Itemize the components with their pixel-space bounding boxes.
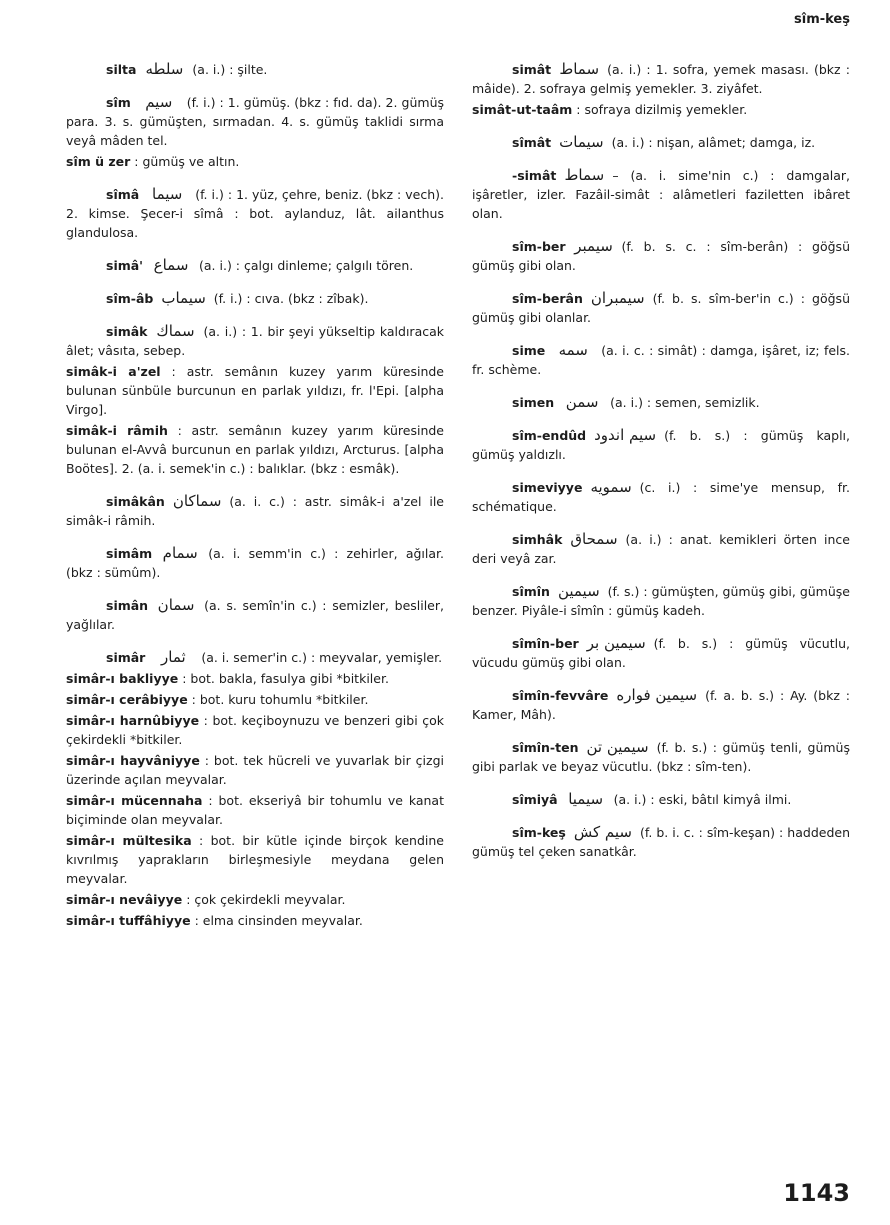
entry-headword: simâr-ı cerâbiyye <box>66 692 188 707</box>
entry-definition: (f. a. b. s.) : Ay. (bkz : Kamer, Mâh). <box>472 688 850 722</box>
entry-headword: simâm <box>106 546 153 561</box>
entry-arabic-script: سيمين فواره <box>616 686 698 704</box>
entry-headword: sîmiyâ <box>512 792 558 807</box>
right-column <box>472 60 850 861</box>
entry-headword: sîmât <box>512 135 552 150</box>
entry-headword: simhâk <box>512 532 563 547</box>
entry-arabic-script: سيمبر <box>574 237 613 255</box>
dictionary-entry <box>66 492 444 530</box>
entry-definition: (a. i.) : 1. sofra, yemek masası. (bkz : mâide). 2. sofraya gelmiş yemekler. 3. ziyâfet. <box>472 62 850 96</box>
entry-headword: sîmâ <box>106 187 140 202</box>
entry-arabic-script: سيم <box>145 93 173 111</box>
entry-arabic-script: سيمات <box>559 133 604 151</box>
entry-definition: : astr. semânın kuzey yarım küresinde bulunan sünbüle burcunun en parlak yıldızı, fr. l'Epi. [alpha Virgo]. <box>66 364 444 417</box>
entry-definition: (a. i. c. : simât) : damga, işâret, iz; fels. fr. schème. <box>472 343 850 377</box>
entry-arabic-script: ثمار <box>161 648 186 666</box>
dictionary-entry <box>472 393 850 412</box>
dictionary-entry <box>472 738 850 776</box>
entry-definition: (f. i.) : 1. yüz, çehre, beniz. (bkz : vech). 2. kimse. Şecer-i sîmâ : bot. aylanduz, lât. ailanthus glandulosa. <box>66 187 444 240</box>
dictionary-entry <box>472 100 850 119</box>
entry-definition: : astr. semânın kuzey yarım küresinde bulunan el-Avvâ burcunun en parlak yıldızı, Arcturus. [alpha Boötes]. 2. (a. i. semek'in c.) : balıklar. (bkz : esmâk). <box>66 423 444 476</box>
entry-definition: (a. i.) : semen, semizlik. <box>610 395 760 410</box>
dictionary-entry <box>472 426 850 464</box>
dictionary-entry <box>66 831 444 888</box>
dictionary-entry <box>66 669 444 688</box>
entry-arabic-script: سماع <box>153 256 189 274</box>
dictionary-entry <box>472 823 850 861</box>
entry-headword: simâr-ı mültesika <box>66 833 192 848</box>
entry-headword: simâ' <box>106 258 144 273</box>
entry-headword: simân <box>106 598 149 613</box>
entry-headword: sîmîn-fevvâre <box>512 688 609 703</box>
entry-headword: sîm-endûd <box>512 428 587 443</box>
entry-definition: : gümüş ve altın. <box>134 154 240 169</box>
entry-arabic-script: سماط <box>564 166 605 184</box>
dictionary-entry <box>66 256 444 275</box>
dictionary-entry <box>66 751 444 789</box>
entry-definition: (a. s. semîn'in c.) : semizler, besliler, yağlılar. <box>66 598 444 632</box>
entry-arabic-script: سمام <box>162 544 198 562</box>
dictionary-entry <box>472 790 850 809</box>
entry-definition: (a. i. c.) : astr. simâk-i a'zel ile simâk-i râmih. <box>66 494 444 528</box>
entry-definition: : bot. bakla, fasulya gibi *bitkiler. <box>182 671 389 686</box>
entry-arabic-script: سيم اندود <box>594 426 657 444</box>
entry-headword: simâk-i a'zel <box>66 364 161 379</box>
dictionary-entry <box>472 582 850 620</box>
dictionary-entry <box>66 690 444 709</box>
entry-arabic-script: سيمين تن <box>586 738 649 756</box>
dictionary-entry <box>66 596 444 634</box>
dictionary-entry <box>472 289 850 327</box>
entry-definition: (f. b. s.) : gümüş vücutlu, vücudu gümüş gibi olan. <box>472 636 850 670</box>
entry-headword: -simât <box>512 168 557 183</box>
entry-definition: : bot. ekseriyâ bir tohumlu ve kanat biçiminde olan meyvalar. <box>66 793 444 827</box>
entry-definition: (f. b. s.) : gümüş kaplı, gümüş yaldızlı. <box>472 428 850 462</box>
entry-arabic-script: سيمين بر <box>586 634 646 652</box>
dictionary-entry <box>472 478 850 516</box>
entry-arabic-script: سمن <box>565 393 599 411</box>
dictionary-entry <box>66 890 444 909</box>
dictionary-entry <box>472 237 850 275</box>
entry-definition: (a. i.) : anat. kemikleri örten ince deri veyâ zar. <box>472 532 850 566</box>
entry-definition: : elma cinsinden meyvalar. <box>194 913 363 928</box>
entry-definition: (c. i.) : sime'ye mensup, fr. schématique. <box>472 480 850 514</box>
entry-headword: sîmîn-ber <box>512 636 579 651</box>
entry-headword: sîm-ber <box>512 239 566 254</box>
entry-definition: (a. i. semm'in c.) : zehirler, ağılar. (bkz : sümûm). <box>66 546 444 580</box>
entry-headword: simâk <box>106 324 148 339</box>
entry-arabic-script: سماكان <box>172 492 222 510</box>
dictionary-entry <box>66 911 444 930</box>
entry-arabic-script: سيم كش <box>573 823 632 841</box>
entry-headword: simâr-ı mücennaha <box>66 793 203 808</box>
entry-arabic-script: سيمين <box>557 582 600 600</box>
dictionary-entry <box>472 60 850 98</box>
entry-headword: simât <box>512 62 552 77</box>
entry-definition: : bot. bir kütle içinde birçok kendine kıvrılmış yaprakların birleşmesiyle meydana gelen meyvalar. <box>66 833 444 886</box>
dictionary-entry <box>66 152 444 171</box>
entry-arabic-script: سمحاق <box>570 530 618 548</box>
entry-definition: (f. b. i. c. : sîm-keşan) : haddeden gümüş tel çeken sanatkâr. <box>472 825 850 859</box>
entry-headword: silta <box>106 62 137 77</box>
entry-headword: simâr <box>106 650 146 665</box>
dictionary-entry <box>472 166 850 223</box>
dictionary-entry <box>472 634 850 672</box>
dictionary-entry <box>66 362 444 419</box>
entry-arabic-script: سماك <box>156 322 195 340</box>
dictionary-entry <box>66 185 444 242</box>
entry-headword: sîm-berân <box>512 291 583 306</box>
dictionary-entry <box>66 648 444 667</box>
entry-definition: : bot. tek hücreli ve yuvarlak bir çizgi üzerinde açılan meyvalar. <box>66 753 444 787</box>
dictionary-entry <box>472 530 850 568</box>
page-number: 1143 <box>783 1179 850 1207</box>
entry-definition: (f. i.) : 1. gümüş. (bkz : fıd. da). 2. gümüş para. 3. s. gümüşten, sırmadan. 4. s. gümüş taklidi sırma veyâ mâden tel. <box>66 95 444 148</box>
entry-definition: (f. s.) : gümüşten, gümüş gibi, gümüşe benzer. Piyâle-i sîmîn : gümüş kadeh. <box>472 584 850 618</box>
entry-arabic-script: سمان <box>157 596 195 614</box>
dictionary-entry <box>66 421 444 478</box>
entry-headword: simen <box>512 395 555 410</box>
entry-arabic-script: سيميا <box>568 790 604 808</box>
entry-definition: (a. i.) : 1. bir şeyi yükseltip kaldıracak âlet; vâsıta, sebep. <box>66 324 444 358</box>
entry-headword: simâr-ı harnûbiyye <box>66 713 200 728</box>
dictionary-entry <box>66 93 444 150</box>
dictionary-entry <box>472 686 850 724</box>
entry-definition: (a. i.) : eski, bâtıl kimyâ ilmi. <box>613 792 792 807</box>
dictionary-entry <box>472 133 850 152</box>
entry-definition: : bot. keçiboynuzu ve benzeri gibi çok çekirdekli *bitkiler. <box>66 713 444 747</box>
entry-arabic-script: سلطه <box>145 60 184 78</box>
entry-headword: simâkân <box>106 494 165 509</box>
left-column <box>66 60 444 930</box>
dictionary-entry <box>66 711 444 749</box>
entry-headword: simâr-ı hayvâniyye <box>66 753 200 768</box>
entry-headword: sîmîn-ten <box>512 740 579 755</box>
running-head: sîm-keş <box>794 12 850 27</box>
entry-headword: sîm-âb <box>106 291 154 306</box>
entry-arabic-script: سماط <box>559 60 600 78</box>
entry-definition: : bot. kuru tohumlu *bitkiler. <box>191 692 369 707</box>
entry-definition: (a. i.) : şilte. <box>192 62 268 77</box>
entry-definition: (f. b. s.) : gümüş tenli, gümüş gibi parlak ve beyaz vücutlu. (bkz : sîm-ten). <box>472 740 850 774</box>
dictionary-entry <box>66 791 444 829</box>
entry-headword: sîm ü zer <box>66 154 131 169</box>
entry-headword: simeviyye <box>512 480 583 495</box>
dictionary-entry <box>66 60 444 79</box>
entry-headword: simâr-ı bakliyye <box>66 671 179 686</box>
entry-definition: (f. b. s. sîm-ber'in c.) : göğsü gümüş gibi olanlar. <box>472 291 850 325</box>
entry-headword: sîm <box>106 95 131 110</box>
entry-arabic-script: سمه <box>558 341 588 359</box>
entry-arabic-script: سمويه <box>590 478 632 496</box>
entry-headword: simât-ut-taâm <box>472 102 573 117</box>
entry-headword: simâr-ı tuffâhiyye <box>66 913 191 928</box>
entry-definition: (f. i.) : cıva. (bkz : zîbak). <box>213 291 369 306</box>
dictionary-entry <box>66 544 444 582</box>
entry-arabic-script: سيماب <box>161 289 206 307</box>
entry-headword: simâk-i râmih <box>66 423 168 438</box>
entry-definition: : sofraya dizilmiş yemekler. <box>576 102 748 117</box>
entry-headword: sîm-keş <box>512 825 566 840</box>
dictionary-entry <box>66 322 444 360</box>
dictionary-entry <box>472 341 850 379</box>
entry-definition: – (a. i. sime'nin c.) : damgalar, işâretler, izler. Fazâil-simât : alâmetleri faziletten ibâret olan. <box>472 168 850 221</box>
entry-definition: (f. b. s. c. : sîm-berân) : göğsü gümüş gibi olan. <box>472 239 850 273</box>
entry-arabic-script: سيمبران <box>590 289 645 307</box>
entry-headword: simâr-ı nevâiyye <box>66 892 183 907</box>
entry-definition: : çok çekirdekli meyvalar. <box>186 892 346 907</box>
entry-arabic-script: سيما <box>152 185 183 203</box>
entry-headword: sîmîn <box>512 584 550 599</box>
entry-definition: (a. i.) : nişan, alâmet; damga, iz. <box>611 135 816 150</box>
dictionary-entry <box>66 289 444 308</box>
entry-definition: (a. i.) : çalgı dinleme; çalgılı tören. <box>199 258 414 273</box>
entry-definition: (a. i. semer'in c.) : meyvalar, yemişler. <box>201 650 443 665</box>
entry-headword: sime <box>512 343 546 358</box>
